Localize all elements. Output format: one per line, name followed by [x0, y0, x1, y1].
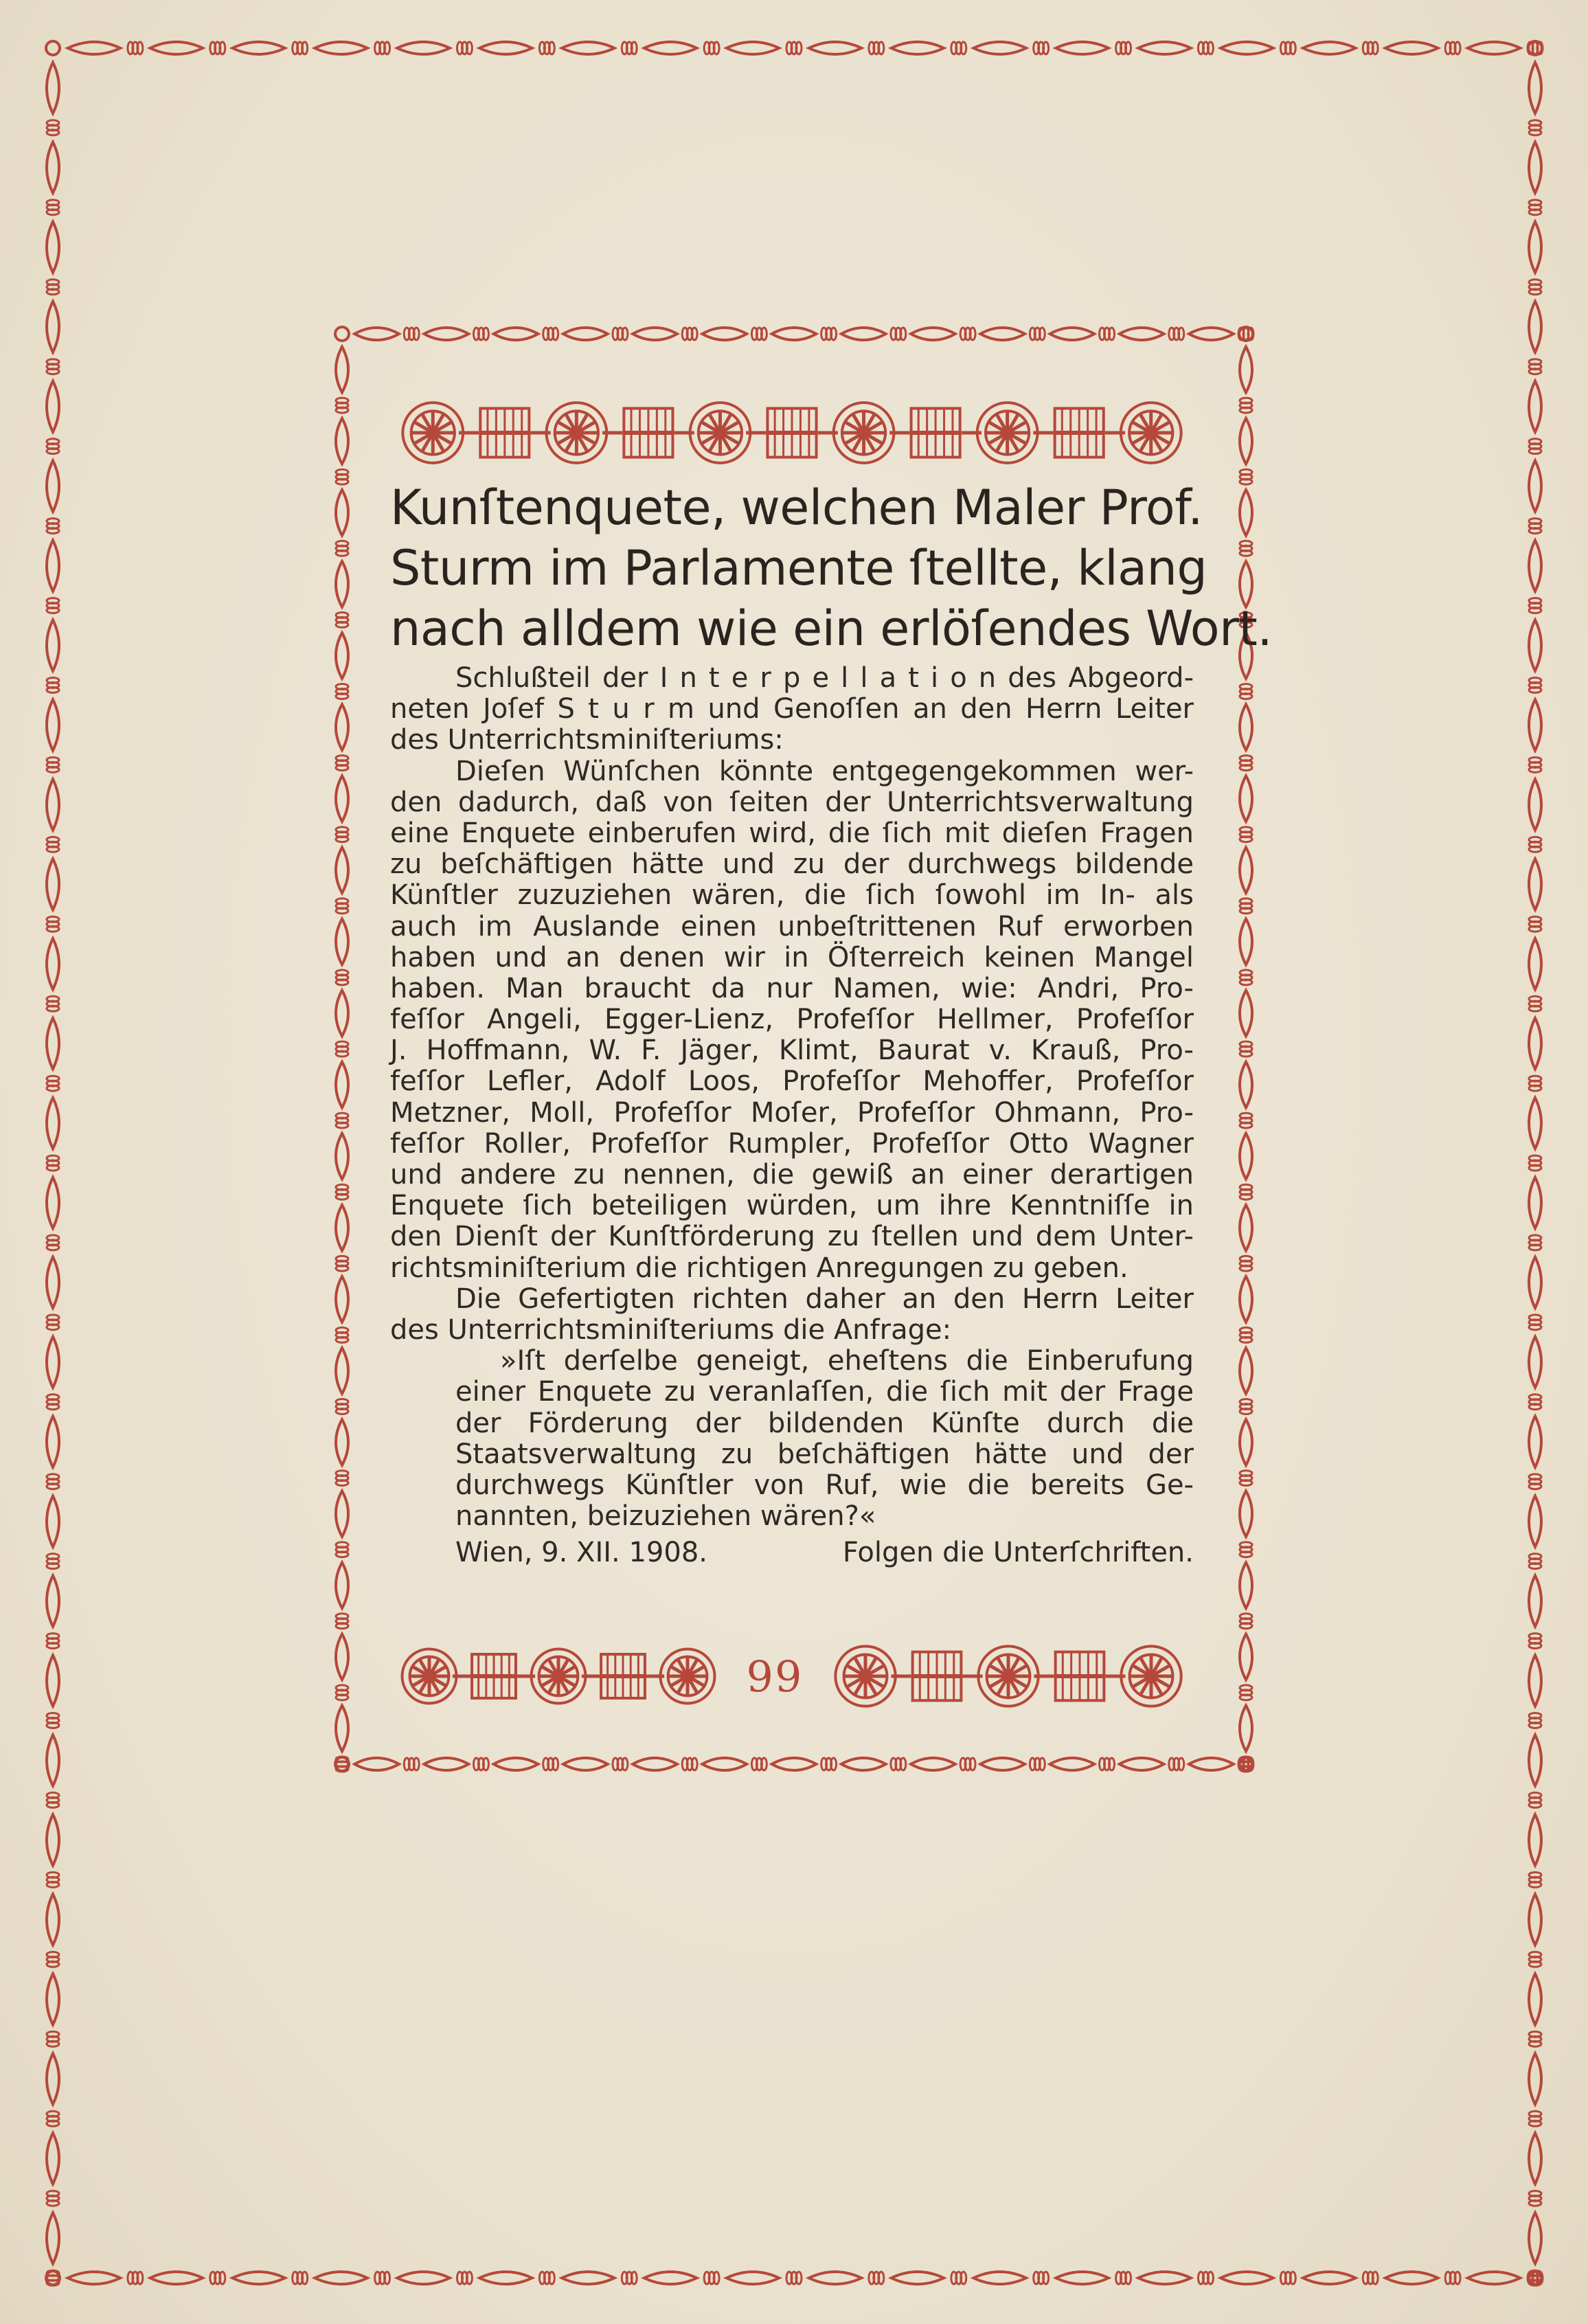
quote-line: »Iſt derſelbe geneigt, eheſtens die Einberufung — [500, 1345, 1194, 1377]
headline-line-1: Kunſtenquete, welchen Maler Prof. — [390, 480, 1203, 536]
body-line: Schlußteil der I n t e r p e l l a t i o n des Abgeord- — [455, 662, 1194, 694]
headline-line-2: Sturm im Parlamente ſtellte, klang — [390, 540, 1207, 596]
body-line: und andere zu nennen, die gewiß an einer derartigen — [390, 1159, 1194, 1191]
body-line: feſſor Roller, Profeſſor Rumpler, Profeſſor Otto Wagner — [390, 1127, 1194, 1160]
body-line: Dieſen Wünſchen könnte entgegengekommen wer- — [455, 755, 1194, 787]
body-line: haben und an denen wir in Öſterreich keinen Mangel — [390, 941, 1194, 973]
top-rosette-band — [397, 395, 1187, 471]
body-line: den Dienſt der Kunſtförderung zu ſtellen und dem Unter- — [390, 1221, 1194, 1253]
body-line: haben. Man braucht da nur Namen, wie: Andri, Pro- — [390, 972, 1194, 1004]
rosette-band-icon — [397, 395, 1187, 471]
body-line: den dadurch, daß von ſeiten der Unterrichtsverwaltung — [390, 786, 1194, 818]
quote-line: Staatsverwaltung zu beſchäftigen hätte und der — [455, 1438, 1194, 1470]
article-body — [390, 663, 1194, 1568]
quote-line: einer Enquete zu veranlaſſen, die ſich mit der Frage — [455, 1376, 1194, 1408]
body-line: des Unterrichtsminiſteriums: — [390, 724, 784, 756]
body-line: neten Joſef S t u r m und Genoſſen an den Herrn Leiter — [390, 693, 1194, 725]
body-line: zu beſchäftigen hätte und zu der durchwegs bildende — [390, 848, 1194, 881]
body-line: auch im Auslande einen unbeſtrittenen Ruf erworben — [390, 910, 1194, 943]
quote-line: durchwegs Künſtler von Ruf, wie die bereits Ge- — [455, 1469, 1194, 1501]
body-line: Metzner, Moll, Profeſſor Moſer, Profeſſor Ohmann, Pro- — [390, 1096, 1194, 1129]
body-line: feſſor Angeli, Egger-Lienz, Profeſſor Hellmer, Profeſſor — [390, 1004, 1194, 1036]
body-line: des Unterrichtsminiſteriums die Anfrage: — [390, 1313, 952, 1346]
signature-row — [390, 1537, 1194, 1568]
signature-note: Folgen die Unterſchriften. — [842, 1537, 1194, 1569]
body-line: Die Gefertigten richten daher an den Herrn Leiter — [455, 1283, 1194, 1315]
quote-line: der Förderung der bildenden Künſte durch die — [455, 1407, 1194, 1439]
rosette-band-right-icon — [830, 1638, 1187, 1714]
page-number: 99 — [746, 1651, 804, 1702]
body-line: feſſor Lefler, Adolf Loos, Profeſſor Mehoffer, Profeſſor — [390, 1065, 1194, 1098]
body-line: J. Hoffmann, W. F. Jäger, Klimt, Baurat v. Krauß, Pro- — [390, 1035, 1194, 1067]
bottom-rosette-band — [397, 1638, 1187, 1714]
body-line: eine Enquete einberufen wird, die ſich mit dieſen Fragen — [390, 817, 1194, 849]
rosette-band-left-icon — [397, 1638, 720, 1714]
body-line: Enquete ſich beteiligen würden, um ihre Kenntniſſe in — [390, 1190, 1194, 1222]
headline-line-3: nach alldem wie ein erlöſendes Wort. — [390, 600, 1273, 657]
body-line: richtsminiſterium die richtigen Anregungen zu geben. — [390, 1252, 1128, 1284]
quote-line: nannten, beizuziehen wären?« — [455, 1500, 876, 1533]
article-headline — [390, 477, 1273, 659]
body-line: Künſtler zuzuziehen wären, die ſich ſowohl im In- als — [390, 879, 1194, 912]
signature-place-date: Wien, 9. XII. 1908. — [455, 1537, 707, 1569]
